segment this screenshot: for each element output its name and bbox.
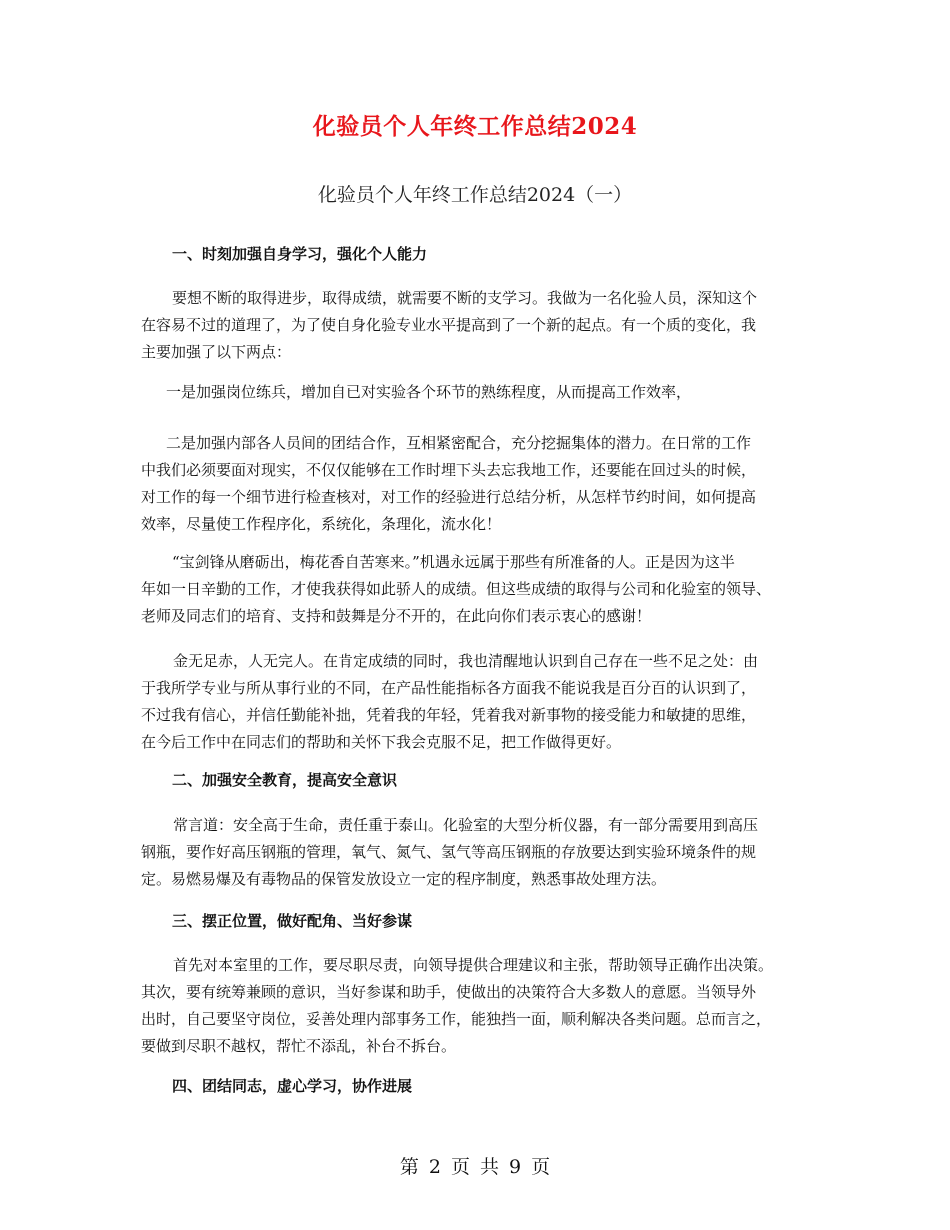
section-heading-2: 二、加强安全教育，提高安全意识	[172, 771, 398, 789]
paragraph-line: 效率，尽量使工作程序化，系统化，条理化，流水化！	[141, 515, 502, 533]
section-heading-3: 三、摆正位置，做好配角、当好参谋	[172, 912, 413, 930]
paragraph-line: 年如一日辛勤的工作，才使我获得如此骄人的成绩。但这些成绩的取得与公司和化验室的领导、	[141, 580, 772, 598]
section-heading-4: 四、团结同志，虚心学习，协作进展	[172, 1077, 413, 1095]
paragraph-line: 不过我有信心，并信任勤能补拙，凭着我的年轻，凭着我对新事物的接受能力和敏捷的思维，	[141, 706, 757, 724]
paragraph-line: 其次，要有统筹兼顾的意识，当好参谋和助手，使做出的决策符合大多数人的意愿。当领导外	[141, 983, 757, 1001]
paragraph-line: 定。易燃易爆及有毒物品的保管发放设立一定的程序制度，熟悉事故处理方法。	[141, 870, 667, 888]
page-number-footer: 第 2 页 共 9 页	[399, 1156, 551, 1178]
paragraph-7	[141, 952, 824, 1060]
paragraph-line: 老师及同志们的培育、支持和鼓舞是分不开的，在此向你们表示衷心的感谢！	[141, 607, 652, 625]
paragraph-line: 在容易不过的道理了，为了使自身化验专业水平提高到了一个新的起点。有一个质的变化，我	[141, 316, 757, 334]
paragraph-line: 出时，自己要坚守岗位，妥善处理内部事务工作，能独挡一面，顺利解决各类问题。总而言之，	[141, 1010, 772, 1028]
paragraph-3	[141, 430, 824, 538]
paragraph-4	[141, 549, 824, 630]
paragraph-line: 常言道：安全高于生命，责任重于泰山。化验室的大型分析仪器，有一部分需要用到高压	[173, 816, 759, 834]
paragraph-line: 中我们必须要面对现实，不仅仅能够在工作时埋下头去忘我地工作，还要能在回过头的时候，	[141, 461, 757, 479]
paragraph-5	[141, 648, 824, 756]
paragraph-line: 二是加强内部各人员间的团结合作，互相紧密配合，充分挖掘集体的潜力。在日常的工作	[166, 434, 752, 452]
paragraph-line: 于我所学专业与所从事行业的不同，在产品性能指标各方面我不能说我是百分百的认识到了，	[141, 679, 757, 697]
paragraph-line: 钢瓶，要作好高压钢瓶的管理，氧气、氮气、氢气等高压钢瓶的存放要达到实验环境条件的规	[141, 843, 757, 861]
paragraph-line: 对工作的每一个细节进行检查核对，对工作的经验进行总结分析，从怎样节约时间，如何提高	[141, 488, 757, 506]
section-heading-1: 一、时刻加强自身学习，强化个人能力	[172, 245, 428, 263]
paragraph-line: 金无足赤，人无完人。在肯定成绩的同时，我也清醒地认识到自己存在一些不足之处：由	[173, 652, 759, 670]
paragraph-line: “宝剑锋从磨砺出，梅花香自苦寒来。”机遇永远属于那些有所准备的人。正是因为这半	[157, 553, 735, 571]
paragraph-line: 在今后工作中在同志们的帮助和关怀下我会克服不足，把工作做得更好。	[141, 733, 622, 751]
paragraph-2	[141, 379, 824, 406]
paragraph-line: 主要加强了以下两点：	[141, 343, 292, 361]
paragraph-line: 要想不断的取得进步，取得成绩，就需要不断的支学习。我做为一名化验人员，深知这个	[157, 289, 758, 307]
document-subtitle: 化验员个人年终工作总结2024（一）	[317, 184, 633, 206]
paragraph-6	[141, 812, 824, 893]
paragraph-1	[141, 285, 824, 366]
paragraph-line: 一是加强岗位练兵，增加自已对实验各个环节的熟练程度，从而提高工作效率，	[166, 383, 692, 401]
document-title: 化验员个人年终工作总结2024	[312, 113, 638, 140]
paragraph-line: 首先对本室里的工作，要尽职尽责，向领导提供合理建议和主张，帮助领导正确作出决策。	[173, 956, 774, 974]
paragraph-line: 要做到尽职不越权，帮忙不添乱，补台不拆台。	[141, 1037, 457, 1055]
